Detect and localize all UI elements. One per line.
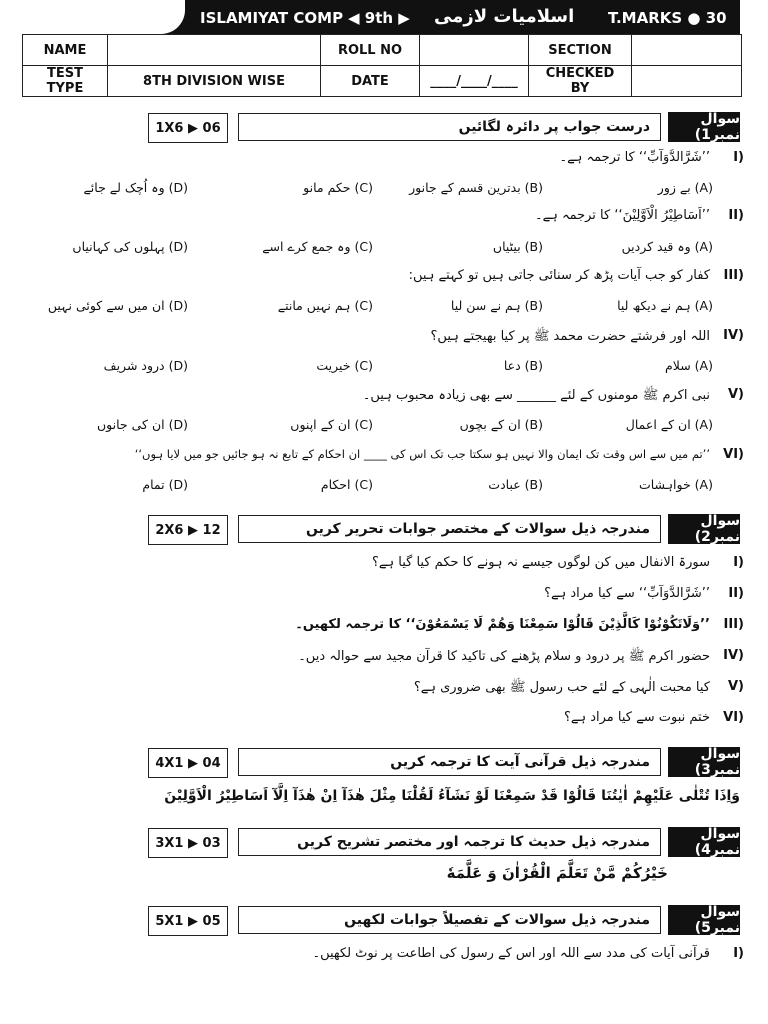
header-band (0, 0, 740, 34)
subject-english: ISLAMIYAT COMP (200, 9, 344, 27)
mcq-5-option-b[interactable]: (B) ان کے بچوں (459, 417, 543, 432)
test-type-value: 8TH DIVISION WISE (108, 66, 321, 97)
checked-by-field[interactable] (632, 66, 742, 97)
section-1-instruction: درست جواب پر دائرہ لگائیں (238, 113, 661, 141)
hadith-text: خَيْرُكُمْ مَّنْ تَعَلَّمَ الْقُرْاٰنَ وَ عَلَّمَهٗ (446, 864, 668, 882)
short-q-4-text: حضور اکرم ﷺ پر درود و سلام پڑھنے کی تاکید کا قرآن مجید سے حوالہ دیں۔ (298, 649, 710, 664)
mcq-4-option-c[interactable]: (C) خیریت (316, 358, 373, 373)
short-q-5-number: V) (727, 679, 744, 694)
short-q-4-number: IV) (723, 648, 744, 663)
total-marks: T.MARKS ● 30 (608, 9, 727, 27)
name-field[interactable] (108, 35, 321, 66)
quranic-ayah: وَاِذَا تُتْلٰى عَلَيْهِمْ اٰيٰتُنَا قَالُوْا قَدْ سَمِعْنَا لَوْ نَشَآءُ لَقُلْنَا مِثْلَ هٰذَآ اِنْ هٰذَآ اِلَّآ اَسَاطِيْرُ الْاَوَّلِيْنَ (164, 788, 740, 804)
short-q-3-number: III) (723, 617, 744, 632)
student-info-table (22, 34, 742, 97)
long-q-1-text: قرآنی آیات کی مدد سے اللہ اور اس کے رسول کی اطاعت پر نوٹ لکھیں۔ (312, 946, 710, 961)
mcq-4-option-d[interactable]: (D) درود شریف (103, 358, 188, 373)
checked-by-label: CHECKED BY (529, 66, 632, 97)
section-1-label: سوال نمبر1) (668, 112, 740, 142)
mcq-4-number: IV) (723, 328, 744, 343)
section-4-marks: 3X1 ▶ 03 (148, 828, 228, 858)
short-q-6-text: ختم نبوت سے کیا مراد ہے؟ (563, 710, 710, 725)
section-2-instruction: مندرجہ ذیل سوالات کے مختصر جوابات تحریر کریں (238, 515, 661, 543)
mcq-2-question: ’’اَسَاطِیْرُ الْاَوَّلِیْنَ‘‘ کا ترجمہ ہے۔ (534, 208, 710, 223)
mcq-5-option-a[interactable]: (A) ان کے اعمال (625, 417, 713, 432)
mcq-1-option-d[interactable]: (D) وہ اُچک لے جائے (83, 180, 188, 195)
mcq-6-number: VI) (723, 447, 744, 462)
mcq-3-option-d[interactable]: (D) ان میں سے کوئی نہیں (47, 298, 188, 313)
roll-label: ROLL NO (321, 35, 420, 66)
section-3-label: سوال نمبر3) (668, 747, 740, 777)
mcq-3-option-a[interactable]: (A) ہم نے دیکھ لیا (617, 298, 713, 313)
mcq-2-option-c[interactable]: (C) وہ جمع کرے اسے (262, 239, 373, 254)
mcq-2-option-a[interactable]: (A) وہ قید کردیں (621, 239, 713, 254)
short-q-5-text: کیا محبت الٰہی کے لئے حب رسول ﷺ بھی ضروری ہے؟ (413, 680, 710, 695)
header-cutout (0, 0, 185, 34)
section-2-marks: 2X6 ▶ 12 (148, 515, 228, 545)
section-5-instruction: مندرجہ ذیل سوالات کے تفصیلاً جوابات لکھیں (238, 906, 661, 934)
name-label: NAME (23, 35, 108, 66)
date-label: DATE (321, 66, 420, 97)
mcq-3-number: III) (723, 268, 744, 283)
mcq-3-question: کفار کو جب آیات پڑھ کر سنائی جاتی ہیں تو کہتے ہیں: (408, 268, 710, 283)
short-q-1-text: سورۃ الانفال میں کن لوگوں جیسے نہ ہونے کا حکم کیا گیا ہے؟ (372, 555, 710, 570)
mcq-2-number: II) (728, 208, 744, 223)
long-q-1-number: I) (733, 946, 744, 961)
mcq-5-question: نبی اکرم ﷺ مومنوں کے لئے ______ سے بھی زیادہ محبوب ہیں۔ (362, 388, 710, 403)
subject-urdu: اسلامیات لازمی (434, 6, 575, 27)
mcq-6-option-a[interactable]: (A) خواہشات (638, 477, 713, 492)
mcq-4-option-a[interactable]: (A) سلام (665, 358, 713, 373)
mcq-2-option-d[interactable]: (D) پہلوں کی کہانیاں (72, 239, 188, 254)
mcq-5-option-c[interactable]: (C) ان کے اپنوں (290, 417, 373, 432)
date-field[interactable]: ____/____/____ (420, 66, 529, 97)
short-q-2-number: II) (728, 586, 744, 601)
section-5-marks: 5X1 ▶ 05 (148, 906, 228, 936)
mcq-1-number: I) (733, 150, 744, 165)
section-4-instruction: مندرجہ ذیل حدیث کا ترجمہ اور مختصر تشریح کریں (238, 828, 661, 856)
mcq-1-question: ’’شَرَّالدَّوَآبِّ‘‘ کا ترجمہ ہے۔ (559, 150, 710, 165)
short-q-2-text: ’’شَرَّالدَّوَآبِّ‘‘ سے کیا مراد ہے؟ (544, 586, 710, 601)
section-2-label: سوال نمبر2) (668, 514, 740, 544)
mcq-2-option-b[interactable]: (B) بیٹیاں (492, 239, 543, 254)
mcq-1-option-c[interactable]: (C) حکم مانو (303, 180, 373, 195)
grade-label: ◀ 9th ▶ (348, 9, 410, 27)
mcq-6-option-b[interactable]: (B) عبادت (488, 477, 543, 492)
section-field[interactable] (632, 35, 742, 66)
section-4-label: سوال نمبر4) (668, 827, 740, 857)
section-1-marks: 1X6 ▶ 06 (148, 113, 228, 143)
section-3-marks: 4X1 ▶ 04 (148, 748, 228, 778)
short-q-1-number: I) (733, 555, 744, 570)
roll-field[interactable] (420, 35, 529, 66)
mcq-4-question: اللہ اور فرشتے حضرت محمد ﷺ پر کیا بھیجتے ہیں؟ (430, 329, 710, 344)
section-label: SECTION (529, 35, 632, 66)
short-q-3-text: ’’وَلَاتَكُوْنُوْا كَالَّذِيْنَ قَالُوْا سَمِعْنَا وَهُمْ لَا يَسْمَعُوْنَ‘‘ کا ترجمہ لکھیں۔ (295, 617, 710, 632)
mcq-6-question: ’’تم میں سے اس وقت تک ایمان والا نہیں ہو سکتا جب تک اس کی ____ ان احکام کے تابع نہ ہو جائیں جو میں لایا ہوں‘‘ (134, 447, 710, 461)
mcq-6-option-c[interactable]: (C) احکام (320, 477, 373, 492)
section-3-instruction: مندرجہ ذیل قرآنی آیت کا ترجمہ کریں (238, 748, 661, 776)
mcq-1-option-b[interactable]: (B) بدترین قسم کے جانور (409, 180, 543, 195)
mcq-6-option-d[interactable]: (D) تمام (142, 477, 188, 492)
short-q-6-number: VI) (723, 710, 744, 725)
test-type-label: TEST TYPE (23, 66, 108, 97)
mcq-3-option-c[interactable]: (C) ہم نہیں مانتے (277, 298, 373, 313)
mcq-5-option-d[interactable]: (D) ان کی جانوں (96, 417, 188, 432)
mcq-4-option-b[interactable]: (B) دعا (503, 358, 543, 373)
mcq-1-option-a[interactable]: (A) بے زور (657, 180, 713, 195)
mcq-3-option-b[interactable]: (B) ہم نے سن لیا (450, 298, 543, 313)
mcq-5-number: V) (727, 387, 744, 402)
section-5-label: سوال نمبر5) (668, 905, 740, 935)
